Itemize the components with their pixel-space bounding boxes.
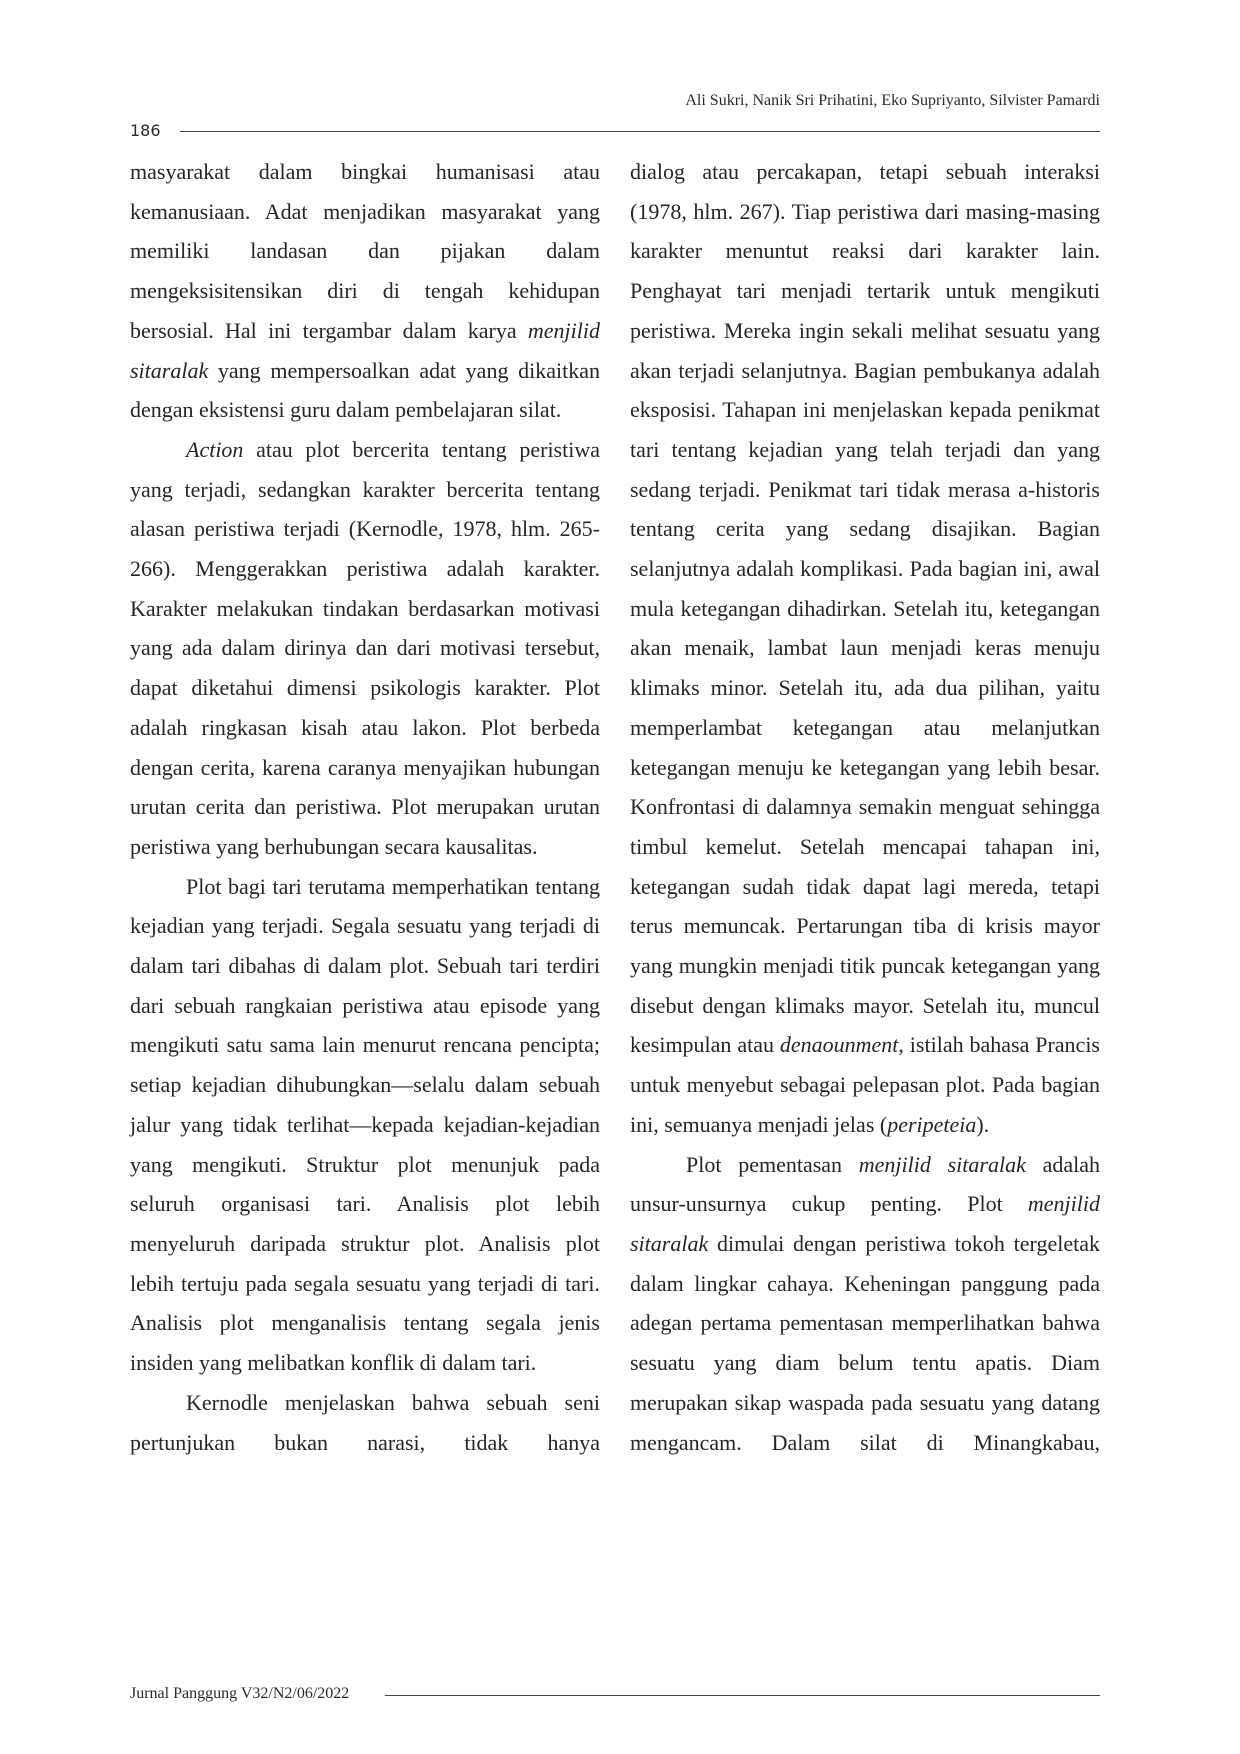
italic-term: denaounment xyxy=(779,1032,899,1058)
header-rule xyxy=(180,131,1100,132)
italic-term: peripeteia xyxy=(887,1111,977,1137)
italic-term: Action xyxy=(186,436,244,462)
running-header-authors: Ali Sukri, Nanik Sri Prihatini, Eko Supriyanto, Silvister Pamardi xyxy=(685,92,1100,109)
text-run: ). xyxy=(976,1111,990,1137)
text-run: atau plot bercerita tentang peristiwa yang terjadi, sedangkan karakter bercerita tentang alasan peristiwa terjadi (Kernodle, 1978, hlm. 265-266). Menggerakkan peristiwa adalah karakter. Karakter melakukan tindakan berdasarkan motivasi yang ada dalam dirinya dan dari motivasi tersebut, dapat diketahui dimensi psikologis karakter. Plot adalah ringkasan kisah atau lakon. Plot berbeda dengan cerita, karena caranya menyajikan hubungan urutan cerita dan peristiwa. Plot merupakan urutan peristiwa yang berhubungan secara kausalitas. xyxy=(130,436,600,859)
paragraph xyxy=(130,430,600,867)
text-run: , istilah bahasa Prancis untuk menyebut sebagai pelepasan plot. Pada bagian ini, semuanya menjadi jelas ( xyxy=(630,1032,1100,1137)
italic-term: menjilid sitaralak xyxy=(630,1191,1100,1256)
right-column xyxy=(630,152,1100,1462)
paragraph: Kernodle menjelaskan bahwa sebuah seni pertunjukan bukan narasi, tidak hanya xyxy=(130,1389,600,1455)
text-run: yang mempersoalkan adat yang dikaitkan dengan eksistensi guru dalam pembelajaran silat. xyxy=(130,357,600,423)
paragraph xyxy=(630,152,1100,1145)
text-run: Plot pementasan xyxy=(686,1151,859,1177)
text-run: dimulai dengan peristiwa tokoh tergeletak dalam lingkar cahaya. Keheningan panggung pada adegan pertama pementasan memperlihatkan bahwa sesuatu yang diam belum tentu apatis. Diam merupakan sikap waspada pada sesuatu yang datang mengancam. Dalam silat di Minangkabau, xyxy=(630,1230,1100,1455)
page-number: 186 xyxy=(130,121,161,140)
text-run: dialog atau percakapan, tetapi sebuah interaksi (1978, hlm. 267). Tiap peristiwa dari masing-masing karakter menuntut reaksi dari karakter lain. Penghayat tari menjadi tertarik untuk mengikuti peristiwa. Mereka ingin sekali melihat sesuatu yang akan terjadi selanjutnya. Bagian pembukanya adalah eksposisi. Tahapan ini menjelaskan kepada penikmat tari tentang kejadian yang telah terjadi dan yang sedang terjadi. Penikmat tari tidak merasa a-historis tentang cerita yang sedang disajikan. Bagian selanjutnya adalah komplikasi. Pada bagian ini, awal mula ketegangan dihadirkan. Setelah itu, ketegangan akan menaik, lambat laun menjadi keras menuju klimaks minor. Setelah itu, ada dua pilihan, yaitu memperlambat ketegangan atau melanjutkan ketegangan menuju ke ketegangan yang lebih besar. Konfrontasi di dalamnya semakin menguat sehingga timbul kemelut. Setelah mencapai tahapan ini, ketegangan sudah tidak dapat lagi mereda, tetapi terus memuncak. Pertarungan tiba di krisis mayor yang mungkin menjadi titik puncak ketegangan yang disebut dengan klimaks mayor. Setelah itu, muncul kesimpulan atau xyxy=(630,159,1100,1058)
paragraph xyxy=(130,152,600,430)
italic-term: menjilid sitaralak xyxy=(858,1151,1026,1177)
left-column xyxy=(130,152,600,1462)
paragraph xyxy=(630,1145,1100,1463)
footer-rule xyxy=(385,1695,1100,1696)
paragraph: Plot bagi tari terutama memperhatikan tentang kejadian yang terjadi. Segala sesuatu yang terjadi di dalam tari dibahas di dalam plot. Sebuah tari terdiri dari sebuah rangkaian peristiwa atau episode yang mengikuti satu sama lain menurut rencana pencipta; setiap kejadian dihubungkan—selalu dalam sebuah jalur yang tidak terlihat—kepada kejadian-kejadian yang mengikuti. Struktur plot menunjuk pada seluruh organisasi tari. Analisis plot lebih menyeluruh daripada struktur plot. Analisis plot lebih tertuju pada segala sesuatu yang terjadi di tari. Analisis plot menganalisis tentang segala jenis insiden yang melibatkan konflik di dalam tari. xyxy=(130,873,600,1376)
text-run: adalah unsur-unsurnya cukup penting. Plot xyxy=(630,1151,1101,1217)
italic-term: menjilid sitaralak xyxy=(130,317,600,383)
text-run: masyarakat dalam bingkai humanisasi atau kemanusiaan. Adat menjadikan masyarakat yang memiliki landasan dan pijakan dalam mengeksisitensikan diri di tengah kehidupan bersosial. Hal ini tergambar dalam karya xyxy=(130,159,600,343)
footer-journal: Jurnal Panggung V32/N2/06/2022 xyxy=(130,1685,350,1702)
